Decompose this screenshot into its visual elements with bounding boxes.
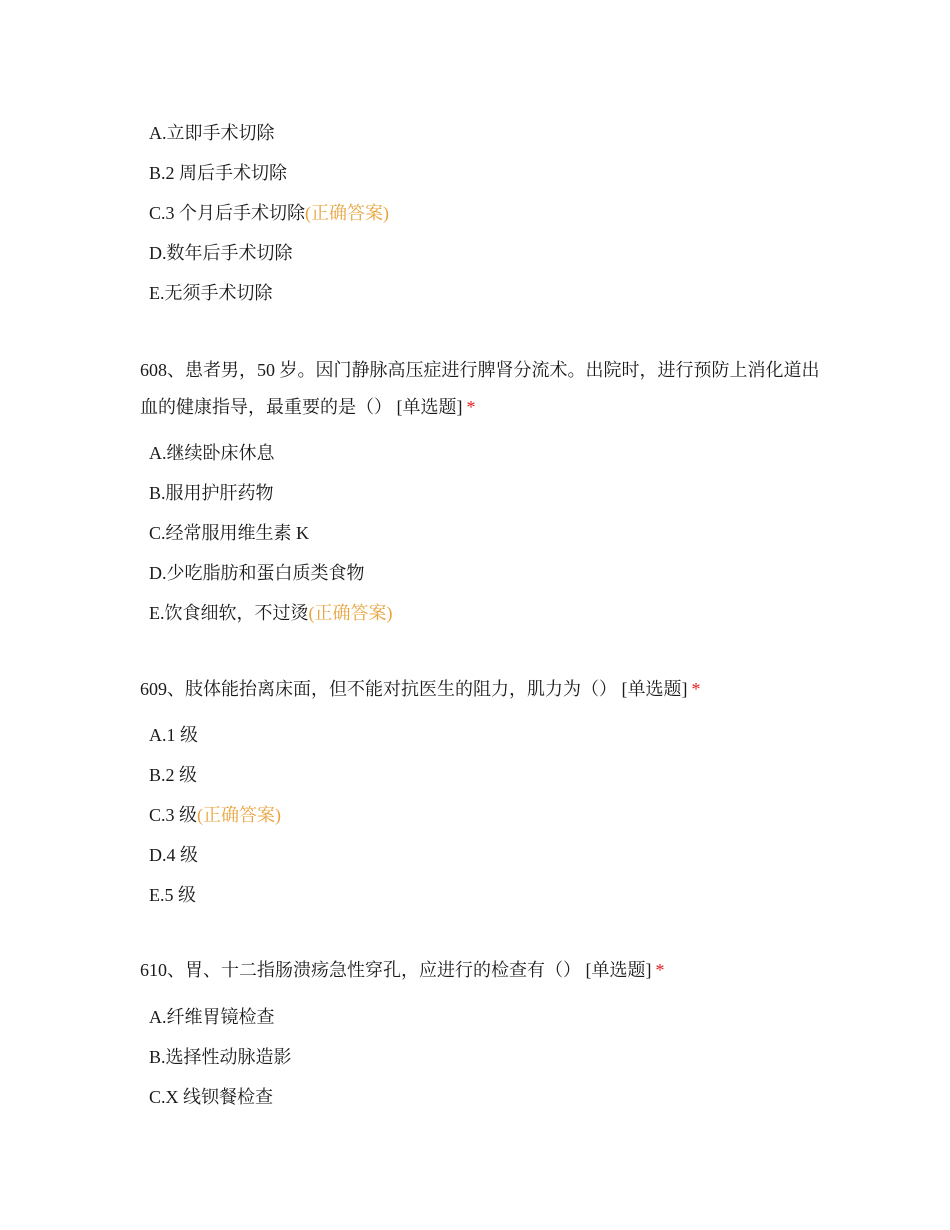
option-text: E.5 级 (149, 885, 196, 905)
option-prev-b (149, 161, 287, 185)
option-text: B.2 级 (149, 765, 198, 785)
required-mark: * (655, 960, 665, 980)
required-mark: * (691, 679, 701, 699)
option-text: C.3 级 (149, 805, 198, 825)
option-text: D.数年后手术切除 (149, 243, 293, 263)
option-text: C.经常服用维生素 K (149, 523, 310, 543)
option-prev-d (149, 241, 293, 265)
option-text: D.少吃脂肪和蛋白质类食物 (149, 563, 365, 583)
option-text: A.1 级 (149, 725, 198, 745)
option-text: A.纤维胃镜检查 (149, 1007, 275, 1027)
option-text: A.继续卧床休息 (149, 443, 275, 463)
option-text: A.立即手术切除 (149, 123, 275, 143)
question-610 (140, 952, 820, 989)
correct-answer-marker: (正确答案) (308, 603, 393, 623)
option-609-d (149, 843, 198, 867)
option-text: C.X 线钡餐检查 (149, 1087, 274, 1107)
required-mark: * (466, 397, 476, 417)
option-609-b (149, 763, 197, 787)
option-text: C.3 个月后手术切除 (149, 203, 306, 223)
option-text: B.服用护肝药物 (149, 483, 274, 503)
option-prev-a (149, 121, 275, 145)
option-text: E.无须手术切除 (149, 283, 273, 303)
option-text: B.2 周后手术切除 (149, 163, 288, 183)
correct-answer-marker: (正确答案) (305, 203, 390, 223)
option-610-a (149, 1005, 275, 1029)
option-608-e (149, 601, 393, 625)
question-609 (140, 671, 820, 708)
option-prev-e (149, 281, 273, 305)
question-text: 610、胃、十二指肠溃疡急性穿孔，应进行的检查有（） [单选题] (140, 960, 652, 980)
question-text: 608、患者男，50 岁。因门静脉高压症进行脾肾分流术。出院时，进行预防上消化道出血的健康指导，最重要的是（） [单选题] (140, 360, 820, 417)
option-608-d (149, 561, 365, 585)
option-610-b (149, 1045, 292, 1069)
option-609-e (149, 883, 196, 907)
correct-answer-marker: (正确答案) (197, 805, 282, 825)
option-608-a (149, 441, 275, 465)
option-608-b (149, 481, 274, 505)
option-text: D.4 级 (149, 845, 198, 865)
option-text: E.饮食细软，不过烫 (149, 603, 309, 623)
option-prev-c (149, 201, 389, 225)
option-610-c (149, 1085, 273, 1109)
question-text: 609、肢体能抬离床面，但不能对抗医生的阻力，肌力为（） [单选题] (140, 679, 688, 699)
option-609-c (149, 803, 281, 827)
option-609-a (149, 723, 198, 747)
option-text: B.选择性动脉造影 (149, 1047, 292, 1067)
question-608 (140, 352, 820, 426)
option-608-c (149, 521, 309, 545)
